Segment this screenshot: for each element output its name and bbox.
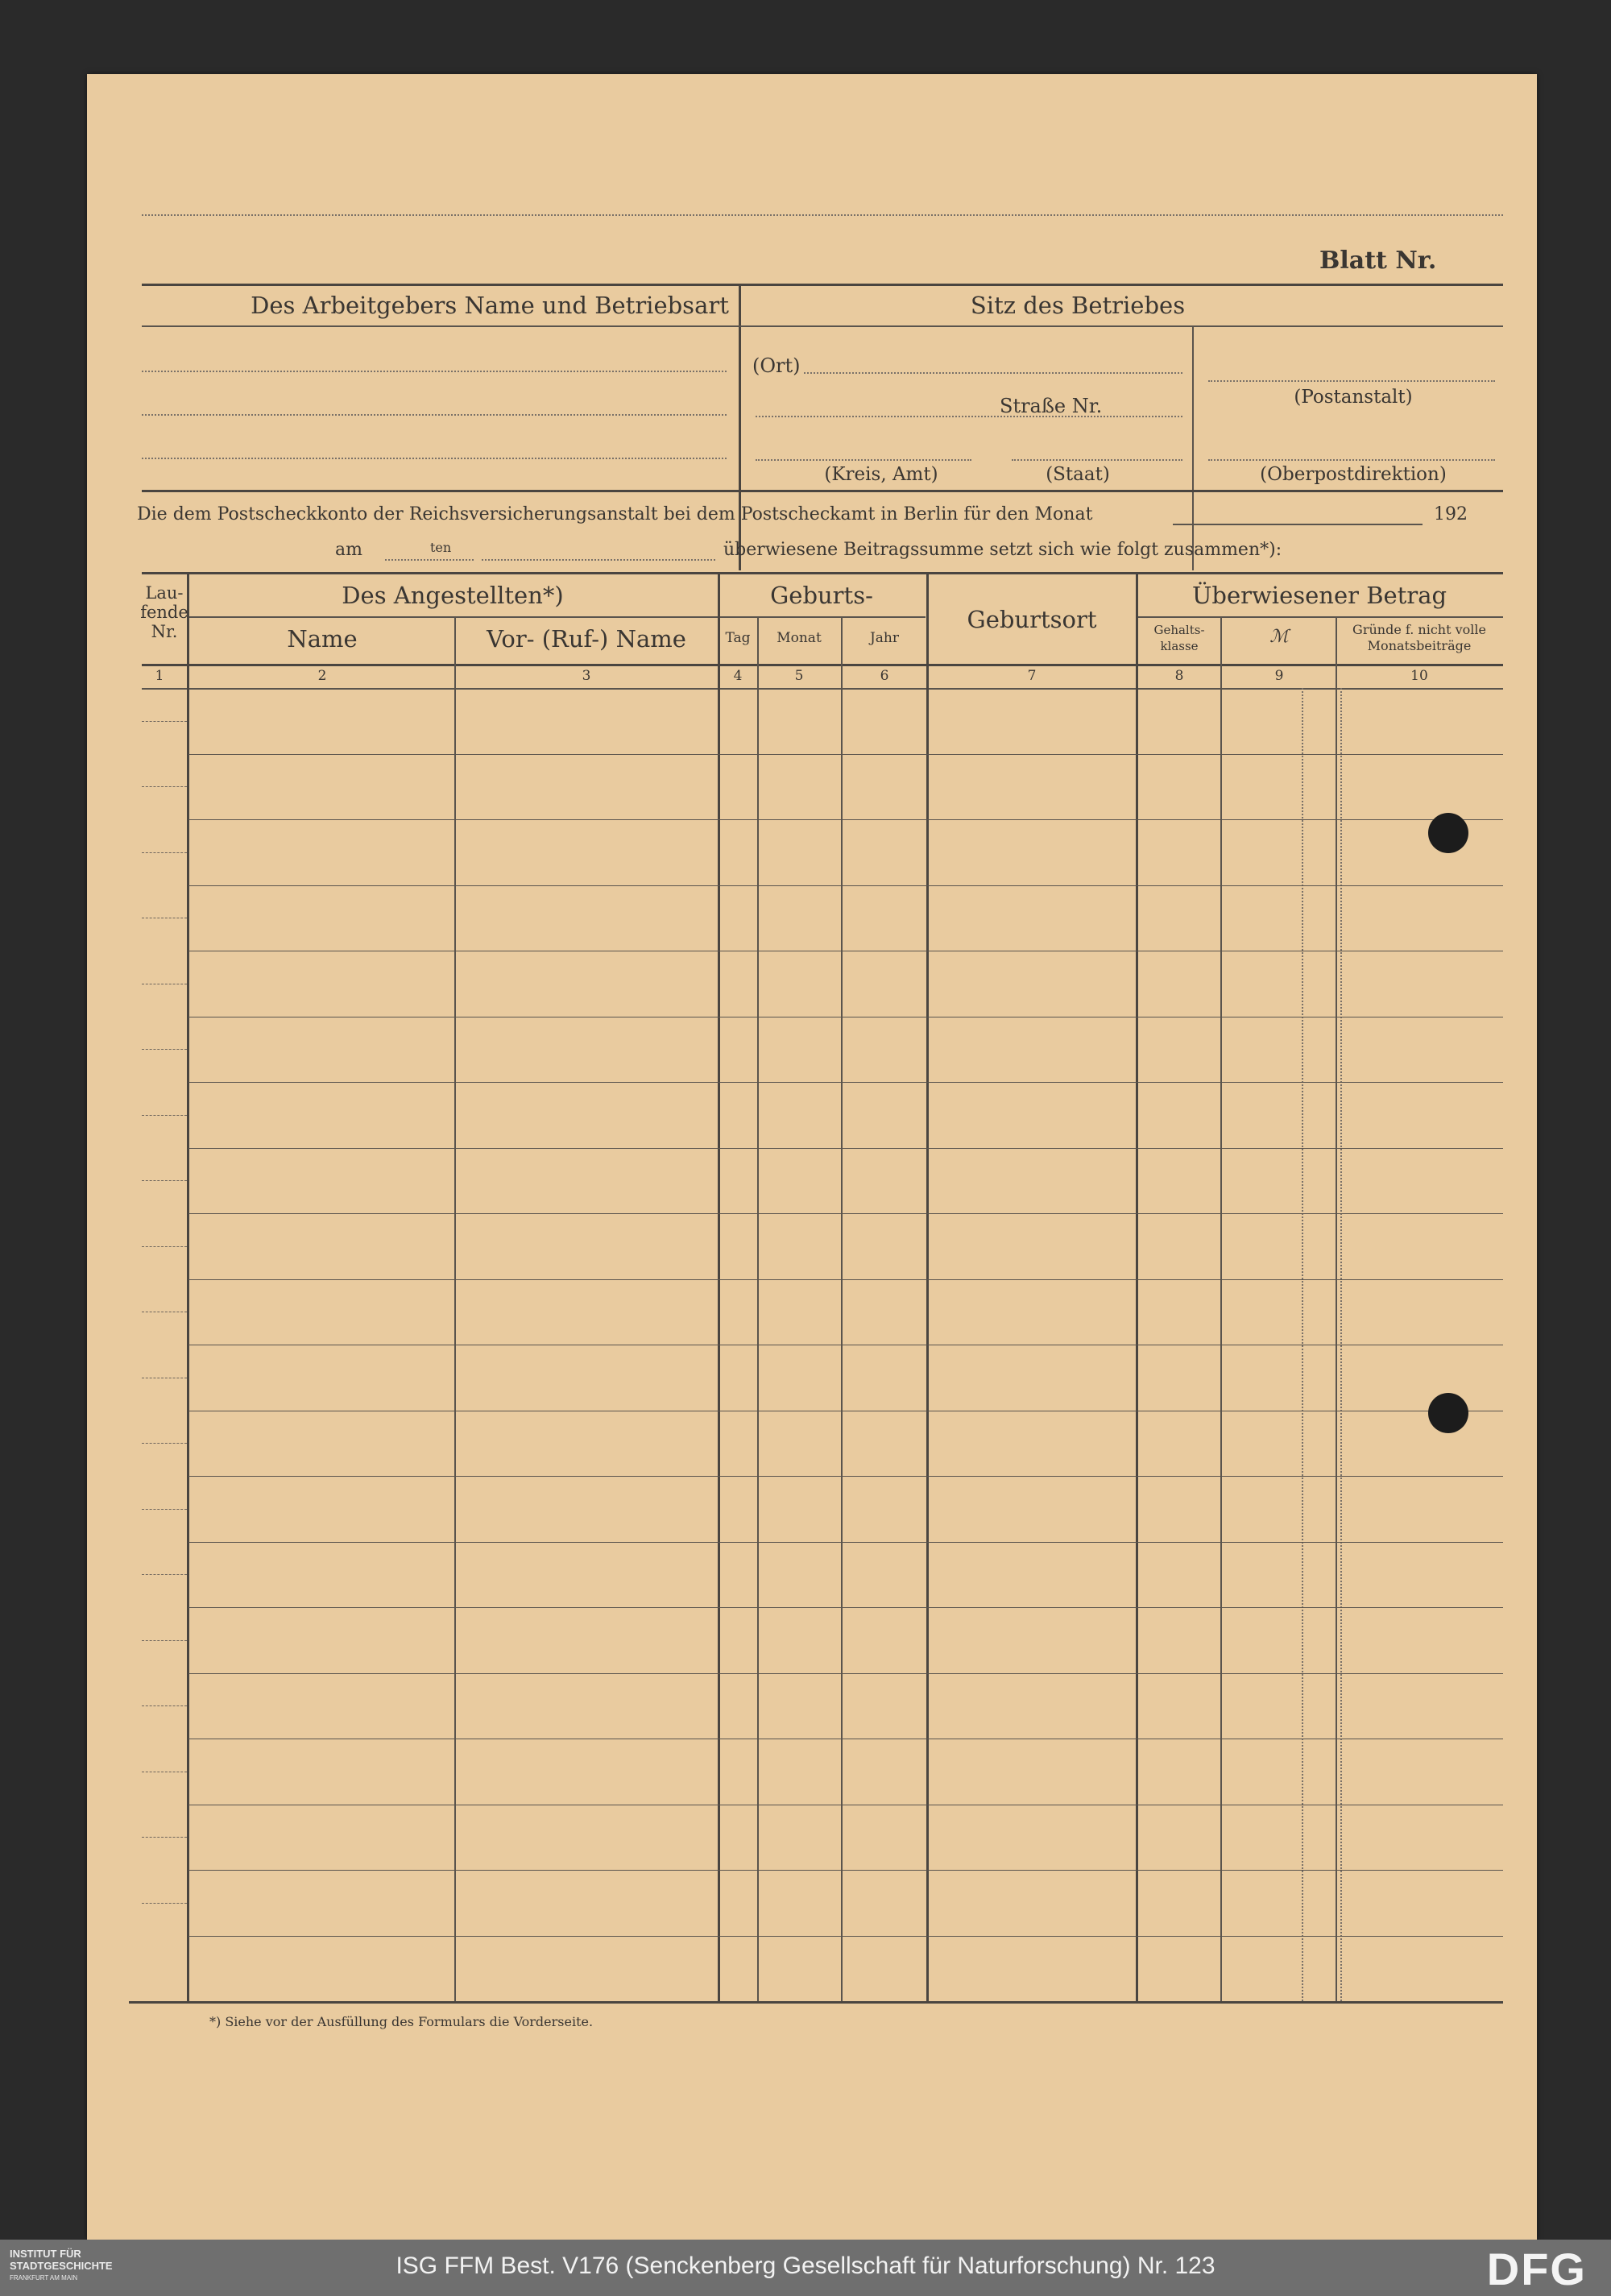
table-row-rule [188, 1936, 1503, 1937]
header-sub-rule [142, 325, 1503, 327]
state-line [1012, 459, 1182, 461]
punch-hole-lower [1428, 1393, 1468, 1433]
col-number-10: 10 [1410, 668, 1428, 684]
post-office-line [1208, 380, 1495, 382]
state-label: (Staat) [1046, 464, 1110, 485]
table-row-rule [188, 1673, 1503, 1674]
footnote: *) Siehe vor der Ausfüllung des Formulars die Vorderseite. [209, 2014, 594, 2029]
district-line [756, 459, 971, 461]
employee-header: Des Angestellten*) [342, 582, 564, 609]
place-label: (Ort) [752, 354, 801, 377]
street-line [756, 416, 1182, 417]
business-seat-label: Sitz des Betriebes [970, 292, 1186, 319]
first-name-header: Vor- (Ruf-) Name [487, 625, 686, 653]
margin-row-tick [142, 1115, 187, 1116]
col-number-5: 5 [794, 668, 804, 684]
col-number-1: 1 [155, 668, 164, 684]
table-bottom-rule [129, 2001, 1503, 2004]
place-line [804, 372, 1182, 374]
seat-divider [1192, 327, 1194, 570]
birth-header: Geburts- [770, 582, 873, 609]
col-number-2: 2 [317, 668, 327, 684]
name-header: Name [287, 625, 358, 653]
col1-header-line2: fende [140, 603, 188, 622]
table-row-rule [188, 1213, 1503, 1214]
salary-class-line2: klasse [1160, 639, 1199, 653]
table-row-rule [188, 819, 1503, 820]
archive-footer [0, 2240, 1611, 2296]
col-line-7 [1136, 574, 1138, 2001]
date-suffix: ten [430, 540, 452, 555]
district-label: (Kreis, Amt) [824, 464, 938, 485]
institute-line-1: INSTITUT FÜR [10, 2248, 81, 2260]
employer-divider [739, 285, 741, 570]
date-prefix: am [335, 540, 362, 560]
employer-line-1 [142, 371, 727, 372]
post-office-label: (Postanstalt) [1294, 387, 1413, 408]
margin-row-tick [142, 1837, 187, 1838]
statement-line-1: Die dem Postscheckkonto der Reichsversicherungsanstalt bei dem Postscheckamt in Berlin für den Monat [137, 504, 1093, 524]
employer-name-label: Des Arbeitgebers Name und Betriebsart [251, 292, 729, 319]
month-header: Monat [777, 630, 822, 646]
col-line-5 [841, 618, 843, 2001]
col-number-7: 7 [1027, 668, 1037, 684]
col-number-3: 3 [582, 668, 591, 684]
reasons-header [1352, 622, 1486, 654]
table-header-bottom [142, 688, 1503, 690]
sheet-number-label: Blatt Nr. [1319, 247, 1437, 275]
date-line [385, 559, 474, 561]
col-line-3 [718, 574, 720, 2001]
document-title: ISG FFM Best. V176 (Senckenberg Gesellschaft für Naturforschung) Nr. 123 [396, 2252, 1215, 2279]
employee-subheader-rule [188, 616, 719, 618]
col-line-6 [926, 574, 929, 2001]
margin-row-tick [142, 1509, 187, 1510]
col-number-4: 4 [733, 668, 743, 684]
margin-row-tick [142, 1574, 187, 1575]
birthplace-header: Geburtsort [967, 606, 1097, 633]
margin-row-tick [142, 1903, 187, 1904]
reasons-line2: Monatsbeiträge [1367, 638, 1472, 653]
col-line-1 [187, 574, 189, 2001]
street-label: Straße Nr. [1000, 395, 1103, 417]
table-row-rule [188, 1870, 1503, 1871]
col-number-6: 6 [880, 668, 889, 684]
margin-row-tick [142, 1705, 187, 1706]
col1-header [140, 583, 188, 641]
statement-line-2: überwiesene Beitragssumme setzt sich wie folgt zusammen*): [723, 540, 1282, 560]
post-directorate-label: (Oberpostdirektion) [1260, 464, 1447, 485]
table-row-rule [188, 1542, 1503, 1543]
salary-class-header [1153, 622, 1204, 654]
table-row-rule [188, 1607, 1503, 1608]
col1-header-line1: Lau- [145, 583, 184, 603]
margin-row-tick [142, 721, 187, 722]
table-row-rule [188, 1476, 1503, 1477]
year-prefix: 192 [1434, 504, 1468, 524]
col-line-8 [1220, 618, 1222, 2001]
birth-subheader-rule [719, 616, 926, 618]
table-row-rule [188, 1082, 1503, 1083]
table-number-rule [142, 664, 1503, 666]
post-directorate-line [1208, 459, 1495, 461]
col-number-8: 8 [1174, 668, 1184, 684]
margin-row-tick [142, 1049, 187, 1050]
institute-line-2: STADTGESCHICHTE [10, 2260, 113, 2272]
reasons-line1: Gründe f. nicht volle [1352, 622, 1486, 637]
day-header: Tag [725, 630, 751, 646]
amount-line [482, 559, 715, 561]
col-line-4 [757, 618, 759, 2001]
punch-hole-upper [1428, 813, 1468, 853]
table-row-rule [188, 885, 1503, 886]
year-header: Jahr [869, 630, 900, 646]
margin-row-tick [142, 786, 187, 787]
top-dotted-line [142, 214, 1503, 216]
mark-header: ℳ [1269, 627, 1289, 647]
margin-row-tick [142, 1246, 187, 1247]
employer-line-3 [142, 458, 727, 459]
header-bottom-rule [142, 490, 1503, 492]
amount-header: Überwiesener Betrag [1191, 582, 1447, 609]
col-line-9 [1336, 618, 1337, 2001]
table-row-rule [188, 754, 1503, 755]
amount-subheader-rule [1137, 616, 1503, 618]
dfg-logo: DFG [1486, 2244, 1587, 2294]
table-top-rule [142, 572, 1503, 574]
margin-row-tick [142, 1180, 187, 1181]
table-row-rule [188, 1148, 1503, 1149]
institute-line-3: FRANKFURT AM MAIN [10, 2274, 78, 2281]
col-line-2 [454, 618, 456, 2001]
margin-row-tick [142, 1640, 187, 1641]
table-row-rule [188, 1279, 1503, 1280]
col-number-9: 9 [1274, 668, 1284, 684]
form-sheet [87, 74, 1537, 2241]
col1-header-line3: Nr. [151, 622, 178, 641]
employer-line-2 [142, 414, 727, 416]
margin-row-tick [142, 852, 187, 853]
salary-class-line1: Gehalts- [1153, 623, 1205, 637]
month-line [1173, 524, 1423, 525]
margin-row-tick [142, 1443, 187, 1444]
header-top-rule [142, 284, 1503, 286]
